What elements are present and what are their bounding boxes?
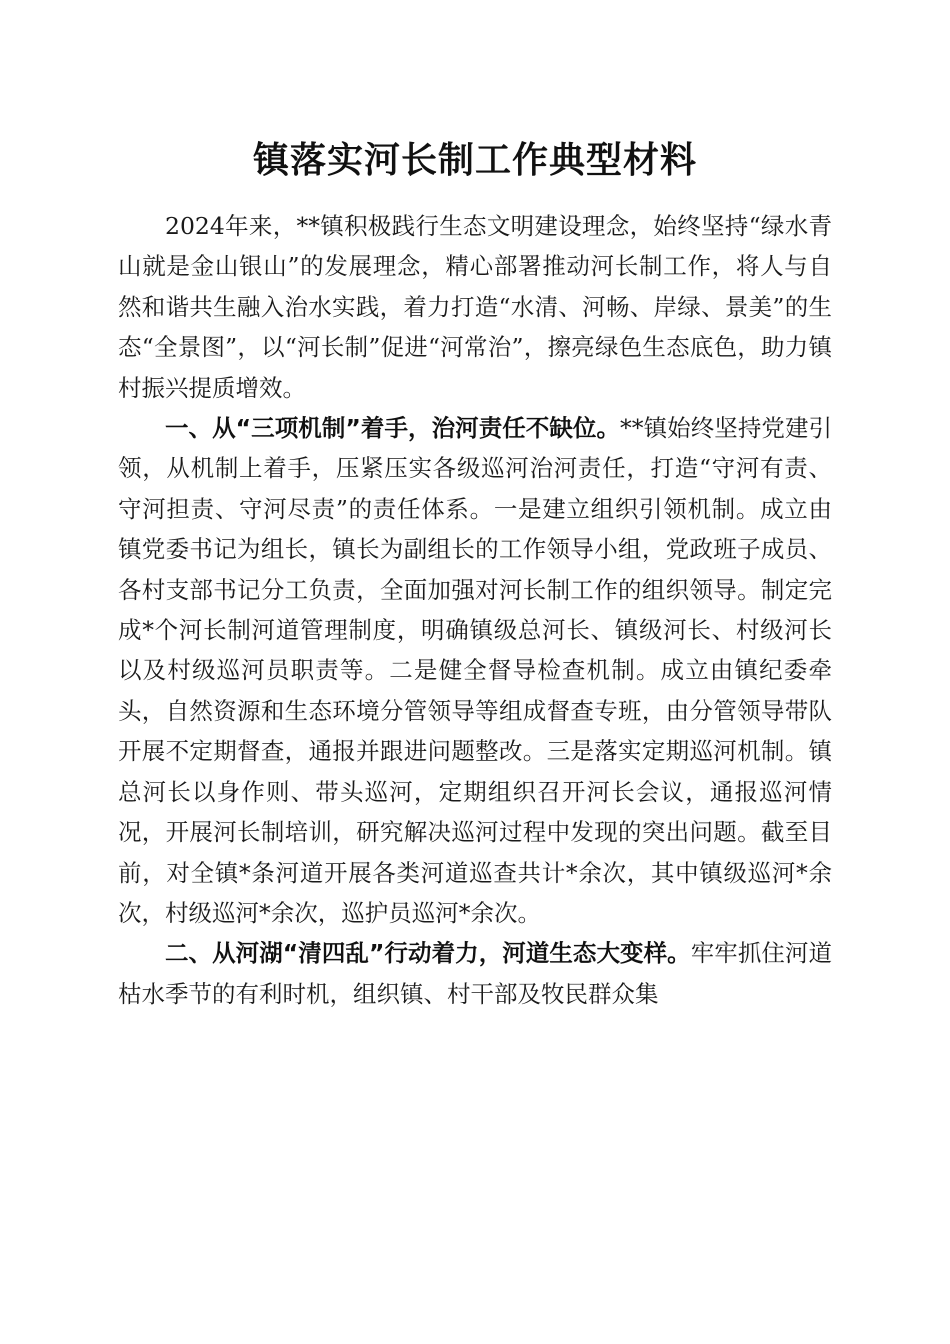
intro-paragraph-text: 2024年来，**镇积极践行生态文明建设理念，始终坚持“绿水青山就是金山银山”的发展理念，精心部署推动河长制工作，将人与自然和谐共生融入治水实践，着力打造“水清、河畅、岸绿、景美”的生态“全景图”，以“河长制”促进“河常治”，擦亮绿色生态底色，助力镇村振兴提质增效。 [118, 212, 832, 402]
section-two-heading: 二、从河湖“清四乱”行动着力，河道生态大变样。 [165, 939, 691, 968]
intro-paragraph [118, 206, 832, 408]
section-one-text: **镇始终坚持党建引领，从机制上着手，压紧压实各级巡河治河责任，打造“守河有责、守河担责、守河尽责”的责任体系。一是建立组织引领机制。成立由镇党委书记为组长，镇长为副组长的工作领导小组，党政班子成员、各村支部书记分工负责，全面加强对河长制工作的组织领导。制定完成*个河长制河道管理制度，明确镇级总河长、镇级河长、村级河长以及村级巡河员职责等。二是健全督导检查机制。成立由镇纪委牵头，自然资源和生态环境分管领导等组成督查专班，由分管领导带队开展不定期督查，通报并跟进问题整改。三是落实定期巡河机制。镇总河长以身作则、带头巡河，定期组织召开河长会议，通报巡河情况，开展河长制培训，研究解决巡河过程中发现的突出问题。截至目前，对全镇*条河道开展各类河道巡查共计*余次，其中镇级巡河*余次，村级巡河*余次，巡护员巡河*余次。 [118, 414, 833, 927]
document-body [118, 206, 832, 1014]
section-one-paragraph [118, 408, 832, 933]
document-title: 镇落实河长制工作典型材料 [252, 139, 697, 181]
section-two-text: 牢牢抓住河道枯水季节的有利时机，组织镇、村干部及牧民群众集 [118, 939, 833, 1008]
section-one-heading: 一、从“三项机制”着手，治河责任不缺位。 [165, 414, 621, 443]
section-two-paragraph [118, 933, 832, 1014]
